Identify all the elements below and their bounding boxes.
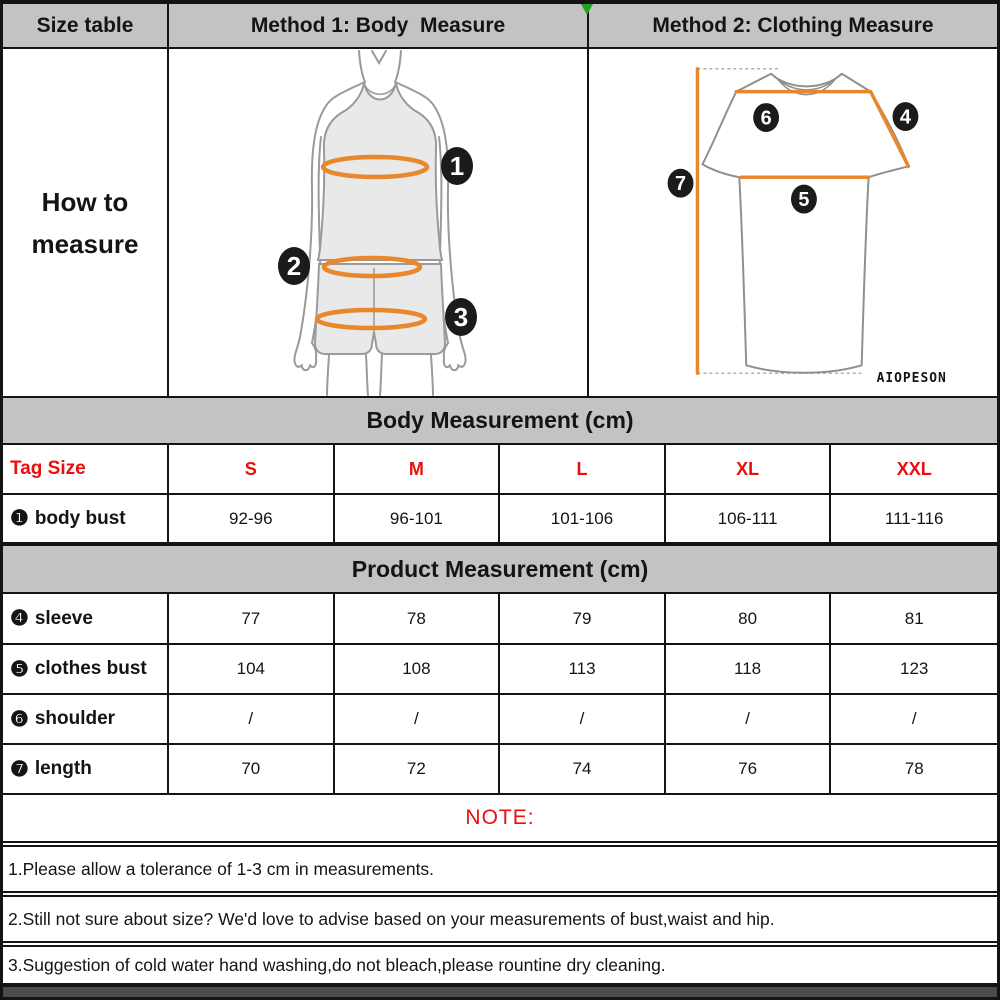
row-label bbox=[3, 645, 169, 693]
table-row-length bbox=[3, 745, 997, 795]
size-header-row bbox=[3, 445, 997, 495]
brand-logo-text: AIOPESON bbox=[876, 371, 947, 387]
table-row-clothes-bust bbox=[3, 645, 997, 695]
body-measure-illustration bbox=[169, 49, 589, 396]
value-cell: 113 bbox=[500, 645, 666, 693]
row-label bbox=[3, 695, 169, 743]
marker-4: 4 bbox=[899, 106, 911, 129]
size-col-s: S bbox=[169, 445, 335, 493]
body-measurement-band: Body Measurement (cm) bbox=[3, 398, 997, 445]
value-cell: 79 bbox=[500, 594, 666, 643]
value-cell: 96-101 bbox=[335, 495, 501, 542]
value-cell: 101-106 bbox=[500, 495, 666, 542]
circled-number-icon: ❹ bbox=[10, 607, 29, 630]
clothing-marker-sleeve bbox=[893, 102, 919, 131]
clothing-marker-length bbox=[668, 169, 694, 198]
value-cell: / bbox=[666, 695, 832, 743]
tag-size-label: Tag Size bbox=[3, 445, 169, 493]
circled-number-icon: ❶ bbox=[10, 507, 29, 530]
size-col-xl: XL bbox=[666, 445, 832, 493]
size-col-xxl: XXL bbox=[896, 458, 932, 479]
row-label-text: sleeve bbox=[34, 607, 93, 629]
header-method2: Method 2: Clothing Measure bbox=[652, 13, 934, 37]
illustration-row bbox=[3, 49, 997, 398]
marker-7: 7 bbox=[675, 173, 687, 196]
note-item-2: 2.Still not sure about size? We'd love to advise based on your measurements of bust,waist and hip. bbox=[3, 895, 997, 943]
value-cell: / bbox=[169, 695, 335, 743]
row-label-text: shoulder bbox=[34, 708, 116, 729]
table-row-sleeve bbox=[3, 594, 997, 645]
value-cell: 78 bbox=[904, 759, 924, 778]
value-cell: 78 bbox=[335, 594, 501, 643]
value-cell: 108 bbox=[335, 645, 501, 693]
value-cell: 72 bbox=[335, 745, 501, 793]
body-marker-hip bbox=[445, 298, 477, 336]
body-marker-waist bbox=[278, 247, 310, 285]
value-cell: / bbox=[911, 709, 917, 728]
value-cell: 76 bbox=[666, 745, 832, 793]
value-cell: 80 bbox=[666, 594, 832, 643]
marker-6: 6 bbox=[760, 107, 772, 130]
table-row-shoulder bbox=[3, 695, 997, 745]
table-header-row bbox=[3, 4, 997, 49]
note-title: NOTE: bbox=[3, 795, 997, 843]
product-measurement-band: Product Measurement (cm) bbox=[3, 544, 997, 594]
row-label-text: length bbox=[34, 758, 92, 779]
size-col-l: L bbox=[500, 445, 666, 493]
value-cell: 111-116 bbox=[884, 508, 944, 528]
value-cell: 77 bbox=[169, 594, 335, 643]
row-label bbox=[3, 495, 169, 542]
size-col-m: M bbox=[335, 445, 501, 493]
value-cell: 104 bbox=[169, 645, 335, 693]
value-cell: 118 bbox=[666, 645, 832, 693]
value-cell: 74 bbox=[500, 745, 666, 793]
clothing-measure-illustration bbox=[589, 49, 997, 396]
circled-number-icon: ❻ bbox=[10, 707, 29, 731]
row-label bbox=[3, 745, 169, 793]
header-method1: Method 1: Body Measure bbox=[169, 4, 589, 47]
note-item-1: 1.Please allow a tolerance of 1-3 cm in measurements. bbox=[3, 845, 997, 893]
how-to-measure-line1: How to bbox=[41, 186, 129, 217]
how-to-measure-label bbox=[3, 49, 169, 396]
how-to-measure-line2: measure bbox=[31, 228, 139, 259]
body-marker-bust bbox=[441, 147, 473, 185]
green-corner-mark bbox=[581, 4, 593, 15]
bottom-bar bbox=[3, 985, 997, 997]
note-item-3: 3.Suggestion of cold water hand washing,do not bleach,please rountine dry cleaning. bbox=[3, 945, 997, 985]
table-row-body-bust bbox=[3, 495, 997, 544]
tshirt-figure-icon bbox=[589, 49, 997, 396]
value-cell: / bbox=[335, 695, 501, 743]
value-cell: / bbox=[500, 695, 666, 743]
body-figure-icon bbox=[169, 49, 587, 396]
value-cell: 81 bbox=[904, 608, 924, 628]
row-label-text: clothes bust bbox=[34, 658, 147, 679]
row-label-text: body bust bbox=[34, 507, 126, 529]
clothing-marker-bust bbox=[791, 185, 817, 214]
value-cell: 92-96 bbox=[169, 495, 335, 542]
header-size-table: Size table bbox=[3, 4, 169, 47]
value-cell: 106-111 bbox=[666, 495, 832, 542]
marker-2: 2 bbox=[286, 251, 302, 281]
marker-1: 1 bbox=[449, 151, 465, 181]
value-cell: 123 bbox=[900, 659, 929, 678]
circled-number-icon: ❺ bbox=[10, 657, 29, 681]
marker-3: 3 bbox=[453, 302, 469, 332]
value-cell: 70 bbox=[169, 745, 335, 793]
clothing-marker-shoulder bbox=[753, 103, 779, 132]
row-label bbox=[3, 594, 169, 643]
marker-5: 5 bbox=[798, 189, 810, 212]
circled-number-icon: ❼ bbox=[10, 757, 29, 781]
